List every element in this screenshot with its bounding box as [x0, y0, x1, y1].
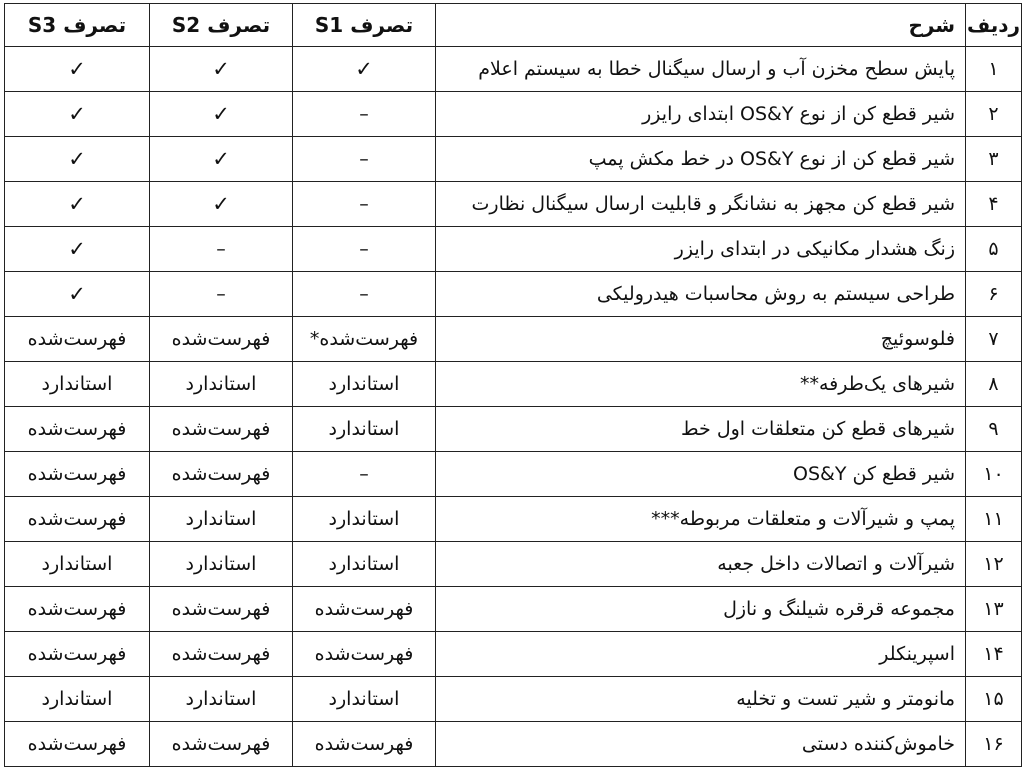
- table-row: [5, 632, 1022, 677]
- cell-description: شیر قطع کن مجهز به نشانگر و قابلیت ارسال سیگنال نظارت: [436, 182, 966, 227]
- table-row: [5, 317, 1022, 362]
- cell-row-number: ۶: [966, 272, 1022, 317]
- table-row: [5, 677, 1022, 722]
- cell-s2: فهرست‌شده: [150, 317, 293, 362]
- cell-row-number: ۱: [966, 47, 1022, 92]
- cell-s1: استاندارد: [293, 677, 436, 722]
- cell-s1: –: [293, 227, 436, 272]
- cell-s1: –: [293, 92, 436, 137]
- cell-description: پایش سطح مخزن آب و ارسال سیگنال خطا به سیستم اعلام: [436, 47, 966, 92]
- cell-s2: استاندارد: [150, 677, 293, 722]
- cell-s2: –: [150, 227, 293, 272]
- cell-s3: ✓: [5, 272, 150, 317]
- cell-s3: استاندارد: [5, 677, 150, 722]
- cell-s2: استاندارد: [150, 362, 293, 407]
- cell-s2: استاندارد: [150, 542, 293, 587]
- cell-description: شیر قطع کن OS&Y: [436, 452, 966, 497]
- header-s3: تصرف S3: [5, 4, 150, 47]
- table-row: [5, 272, 1022, 317]
- table-row: [5, 587, 1022, 632]
- table-row: [5, 47, 1022, 92]
- header-description: شرح: [436, 4, 966, 47]
- table-row: [5, 182, 1022, 227]
- table-row: [5, 137, 1022, 182]
- cell-s3: ✓: [5, 227, 150, 272]
- cell-row-number: ۴: [966, 182, 1022, 227]
- cell-description: شیر قطع کن از نوع OS&Y ابتدای رایزر: [436, 92, 966, 137]
- cell-row-number: ۸: [966, 362, 1022, 407]
- cell-row-number: ۳: [966, 137, 1022, 182]
- cell-s2: ✓: [150, 92, 293, 137]
- table-row: [5, 362, 1022, 407]
- cell-description: پمپ و شیرآلات و متعلقات مربوطه***: [436, 497, 966, 542]
- cell-description: زنگ هشدار مکانیکی در ابتدای رایزر: [436, 227, 966, 272]
- cell-s1: –: [293, 137, 436, 182]
- cell-s1: فهرست‌شده: [293, 587, 436, 632]
- cell-s3: ✓: [5, 47, 150, 92]
- table-row: [5, 722, 1022, 767]
- cell-s1: استاندارد: [293, 362, 436, 407]
- table-row: [5, 407, 1022, 452]
- table-body: [5, 47, 1022, 767]
- table-row: [5, 452, 1022, 497]
- cell-description: فلوسوئیچ: [436, 317, 966, 362]
- cell-s1: –: [293, 272, 436, 317]
- cell-s2: ✓: [150, 47, 293, 92]
- cell-s3: فهرست‌شده: [5, 317, 150, 362]
- requirements-table: [4, 3, 1022, 767]
- cell-s1: فهرست‌شده: [293, 632, 436, 677]
- cell-row-number: ۱۴: [966, 632, 1022, 677]
- cell-s3: فهرست‌شده: [5, 497, 150, 542]
- cell-s2: فهرست‌شده: [150, 407, 293, 452]
- cell-row-number: ۵: [966, 227, 1022, 272]
- table-row: [5, 227, 1022, 272]
- cell-description: خاموش‌کننده دستی: [436, 722, 966, 767]
- cell-description: شیرهای قطع کن متعلقات اول خط: [436, 407, 966, 452]
- cell-s2: فهرست‌شده: [150, 452, 293, 497]
- cell-s3: ✓: [5, 182, 150, 227]
- table-row: [5, 497, 1022, 542]
- cell-s2: ✓: [150, 182, 293, 227]
- cell-s3: فهرست‌شده: [5, 722, 150, 767]
- cell-s2: فهرست‌شده: [150, 632, 293, 677]
- cell-row-number: ۹: [966, 407, 1022, 452]
- cell-s2: فهرست‌شده: [150, 587, 293, 632]
- cell-description: شیر قطع کن از نوع OS&Y در خط مکش پمپ: [436, 137, 966, 182]
- cell-row-number: ۱۶: [966, 722, 1022, 767]
- cell-s1: استاندارد: [293, 497, 436, 542]
- cell-s3: ✓: [5, 137, 150, 182]
- cell-s3: استاندارد: [5, 542, 150, 587]
- table-row: [5, 542, 1022, 587]
- cell-s3: فهرست‌شده: [5, 632, 150, 677]
- cell-row-number: ۱۰: [966, 452, 1022, 497]
- cell-s1: استاندارد: [293, 407, 436, 452]
- header-s1: تصرف S1: [293, 4, 436, 47]
- cell-s3: استاندارد: [5, 362, 150, 407]
- cell-s2: ✓: [150, 137, 293, 182]
- cell-row-number: ۱۲: [966, 542, 1022, 587]
- cell-s3: فهرست‌شده: [5, 452, 150, 497]
- header-s2: تصرف S2: [150, 4, 293, 47]
- cell-description: اسپرینکلر: [436, 632, 966, 677]
- cell-s2: فهرست‌شده: [150, 722, 293, 767]
- cell-row-number: ۲: [966, 92, 1022, 137]
- table-row: [5, 92, 1022, 137]
- cell-s3: فهرست‌شده: [5, 407, 150, 452]
- cell-description: شیرهای یک‌طرفه**: [436, 362, 966, 407]
- cell-s2: استاندارد: [150, 497, 293, 542]
- cell-description: طراحی سیستم به روش محاسبات هیدرولیکی: [436, 272, 966, 317]
- cell-description: مجموعه قرقره شیلنگ و نازل: [436, 587, 966, 632]
- cell-row-number: ۱۱: [966, 497, 1022, 542]
- cell-s1: –: [293, 452, 436, 497]
- cell-row-number: ۱۵: [966, 677, 1022, 722]
- header-row-number: ردیف: [966, 4, 1022, 47]
- cell-s1: فهرست‌شده*: [293, 317, 436, 362]
- cell-s1: ✓: [293, 47, 436, 92]
- cell-row-number: ۷: [966, 317, 1022, 362]
- cell-description: مانومتر و شیر تست و تخلیه: [436, 677, 966, 722]
- cell-s3: ✓: [5, 92, 150, 137]
- cell-s1: –: [293, 182, 436, 227]
- cell-s2: –: [150, 272, 293, 317]
- cell-s1: فهرست‌شده: [293, 722, 436, 767]
- cell-s3: فهرست‌شده: [5, 587, 150, 632]
- cell-row-number: ۱۳: [966, 587, 1022, 632]
- cell-s1: استاندارد: [293, 542, 436, 587]
- header-row: [5, 4, 1022, 47]
- cell-description: شیرآلات و اتصالات داخل جعبه: [436, 542, 966, 587]
